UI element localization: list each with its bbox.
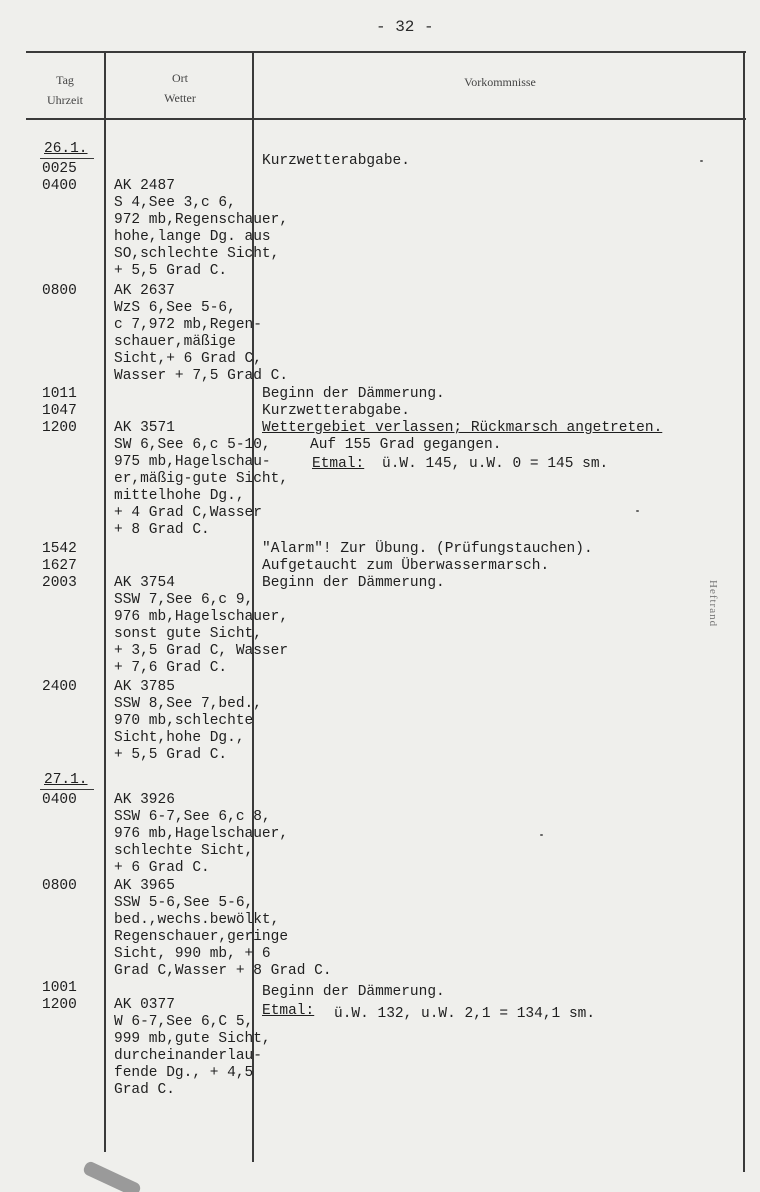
weather-line: 976 mb,Hagelschauer,	[114, 826, 289, 842]
time-entry: 2400	[42, 679, 77, 695]
header-col-vorkommnisse	[260, 72, 740, 92]
weather-line: Grad C.	[114, 1082, 175, 1098]
weather-line: + 5,5 Grad C.	[114, 747, 228, 763]
weather-line: Sicht,hohe Dg.,	[114, 730, 245, 746]
event-line: Beginn der Dämmerung.	[262, 984, 445, 1000]
weather-line: AK 3785	[114, 679, 175, 695]
event-line: Kurzwetterabgabe.	[262, 403, 410, 419]
header-col-ort	[110, 68, 250, 108]
time-entry: 1047	[42, 403, 77, 419]
weather-line: + 4 Grad C,Wasser	[114, 505, 262, 521]
weather-line: 976 mb,Hagelschauer,	[114, 609, 289, 625]
time-entry: 1200	[42, 420, 77, 436]
weather-line: 970 mb,schlechte	[114, 713, 254, 729]
time-entry: 1011	[42, 386, 77, 402]
weather-line: sonst gute Sicht,	[114, 626, 262, 642]
time-entry: 1627	[42, 558, 77, 574]
weather-line: Sicht, 990 mb, + 6	[114, 946, 271, 962]
header-tag-label: Tag	[56, 73, 74, 87]
page-number: - 32 -	[376, 18, 434, 36]
header-bottom-rule	[26, 118, 746, 120]
time-entry: 1200	[42, 997, 77, 1013]
weather-line: er,mäßig-gute Sicht,	[114, 471, 289, 487]
header-wetter-label: Wetter	[164, 91, 196, 105]
weather-line: SW 6,See 6,c 5-10,	[114, 437, 271, 453]
event-line: ü.W. 132, u.W. 2,1 = 134,1 sm.	[334, 1006, 596, 1022]
weather-line: + 7,6 Grad C.	[114, 660, 228, 676]
weather-line: W 6-7,See 6,C 5,	[114, 1014, 254, 1030]
weather-line: AK 2487	[114, 178, 175, 194]
scan-speck	[700, 160, 703, 162]
etmal-label: Etmal:	[262, 1003, 315, 1019]
weather-line: + 8 Grad C.	[114, 522, 210, 538]
event-line: Beginn der Dämmerung.	[262, 386, 445, 402]
weather-line: hohe,lange Dg. aus	[114, 229, 271, 245]
weather-line: Regenschauer,geringe	[114, 929, 289, 945]
margin-label: Heftrand	[706, 580, 719, 628]
weather-line: + 3,5 Grad C, Wasser	[114, 643, 289, 659]
scan-speck	[540, 834, 543, 836]
weather-line: AK 2637	[114, 283, 175, 299]
weather-line: 975 mb,Hagelschau-	[114, 454, 271, 470]
weather-line: fende Dg., + 4,5	[114, 1065, 254, 1081]
event-line: "Alarm"! Zur Übung. (Prüfungstauchen).	[262, 541, 593, 557]
weather-line: schauer,mäßige	[114, 334, 236, 350]
pen-tip	[82, 1160, 142, 1192]
weather-line: Wasser + 7,5 Grad C.	[114, 368, 289, 384]
event-line: Kurzwetterabgabe.	[262, 153, 410, 169]
column-divider-1	[104, 52, 106, 1152]
event-line: Auf 155 Grad gegangen.	[310, 437, 502, 453]
event-line: Aufgetaucht zum Überwassermarsch.	[262, 558, 550, 574]
weather-line: SSW 8,See 7,bed.,	[114, 696, 262, 712]
date-divider-1	[40, 158, 94, 159]
header-ort-label: Ort	[172, 71, 188, 85]
weather-line: 999 mb,gute Sicht,	[114, 1031, 271, 1047]
weather-line: + 6 Grad C.	[114, 860, 210, 876]
weather-line: bed.,wechs.bewölkt,	[114, 912, 280, 928]
header-vorkommnisse-label: Vorkommnisse	[464, 75, 536, 89]
weather-line: S 4,See 3,c 6,	[114, 195, 236, 211]
time-entry: 0800	[42, 878, 77, 894]
right-border	[743, 52, 745, 1172]
weather-line: durcheinanderlau-	[114, 1048, 262, 1064]
time-entry: 0025	[42, 161, 77, 177]
event-line: ü.W. 145, u.W. 0 = 145 sm.	[382, 456, 609, 472]
date-27-1: 27.1.	[44, 772, 88, 788]
header-uhrzeit-label: Uhrzeit	[47, 93, 83, 107]
scan-speck	[636, 510, 639, 512]
weather-line: SSW 7,See 6,c 9,	[114, 592, 254, 608]
event-line: Beginn der Dämmerung.	[262, 575, 445, 591]
weather-line: SO,schlechte Sicht,	[114, 246, 280, 262]
date-26-1: 26.1.	[44, 141, 88, 157]
weather-line: mittelhohe Dg.,	[114, 488, 245, 504]
weather-line: AK 0377	[114, 997, 175, 1013]
weather-line: c 7,972 mb,Regen-	[114, 317, 262, 333]
weather-line: AK 3926	[114, 792, 175, 808]
weather-line: AK 3965	[114, 878, 175, 894]
top-rule	[26, 51, 746, 53]
time-entry: 0400	[42, 792, 77, 808]
weather-line: 972 mb,Regenschauer,	[114, 212, 289, 228]
weather-line: SSW 6-7,See 6,c 8,	[114, 809, 271, 825]
time-entry: 0800	[42, 283, 77, 299]
time-entry: 1001	[42, 980, 77, 996]
weather-line: schlechte Sicht,	[114, 843, 254, 859]
weather-line: + 5,5 Grad C.	[114, 263, 228, 279]
weather-line: AK 3571	[114, 420, 175, 436]
weather-line: AK 3754	[114, 575, 175, 591]
weather-line: Sicht,+ 6 Grad C,	[114, 351, 262, 367]
time-entry: 2003	[42, 575, 77, 591]
time-entry: 1542	[42, 541, 77, 557]
header-col-tag	[30, 70, 100, 110]
weather-line: SSW 5-6,See 5-6,	[114, 895, 254, 911]
etmal-label: Etmal:	[312, 456, 365, 472]
weather-line: WzS 6,See 5-6,	[114, 300, 236, 316]
time-entry: 0400	[42, 178, 77, 194]
date-divider-2	[40, 789, 94, 790]
weather-line: Grad C,Wasser + 8 Grad C.	[114, 963, 332, 979]
event-line: Wettergebiet verlassen; Rückmarsch angetreten.	[262, 420, 663, 436]
